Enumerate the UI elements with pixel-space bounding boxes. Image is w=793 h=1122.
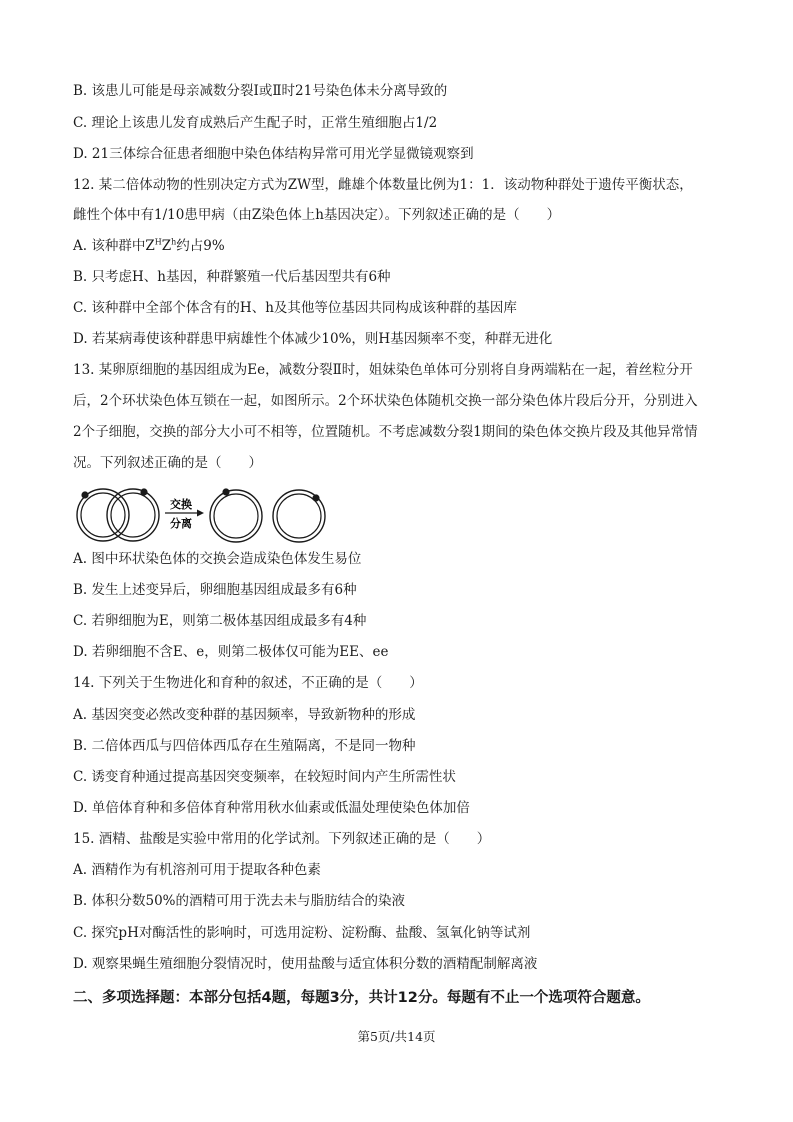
q15-option-c: C. 探究pH对酶活性的影响时，可选用淀粉、淀粉酶、盐酸、氢氧化钠等试剂 bbox=[73, 925, 531, 941]
q11-option-d: D. 21三体综合征患者细胞中染色体结构异常可用光学显微镜观察到 bbox=[73, 146, 474, 162]
q15-option-d: D. 观察果蝇生殖细胞分裂情况时，使用盐酸与适宜体积分数的酒精配制解离液 bbox=[73, 956, 538, 972]
figure-label-separate: 分离 bbox=[170, 517, 192, 530]
q14-option-a: A. 基因突变必然改变种群的基因频率，导致新物种的形成 bbox=[73, 707, 416, 723]
q14-option-b: B. 二倍体西瓜与四倍体西瓜存在生殖隔离，不是同一物种 bbox=[73, 738, 416, 754]
q12-option-a bbox=[73, 237, 225, 255]
q15-stem: 15. 酒精、盐酸是实验中常用的化学试剂。下列叙述正确的是（ ） bbox=[73, 831, 491, 847]
q12-option-a-sup2: h bbox=[171, 237, 177, 247]
q13-stem-line3: 2个子细胞，交换的部分大小可不相等，位置随机。不考虑减数分裂1期间的染色体交换片段及其他异常情 bbox=[73, 424, 698, 440]
q14-option-c: C. 诱变育种通过提高基因突变频率，在较短时间内产生所需性状 bbox=[73, 769, 456, 785]
q12-option-c: C. 该种群中全部个体含有的H、h及其他等位基因共同构成该种群的基因库 bbox=[73, 300, 517, 316]
ring-chromosome-figure bbox=[73, 480, 333, 550]
q13-option-a: A. 图中环状染色体的交换会造成染色体发生易位 bbox=[73, 551, 362, 567]
q12-stem-line1: 12. 某二倍体动物的性别决定方式为ZW型，雌雄个体数量比例为1：1．该动物种群处于遗传平衡状态， bbox=[73, 177, 693, 193]
q12-stem-line2: 雌性个体中有1/10患甲病（由Z染色体上h基因决定）。下列叙述正确的是（ ） bbox=[73, 207, 561, 223]
q13-stem-line1: 13. 某卵原细胞的基因组成为Ee，减数分裂Ⅱ时，姐妹染色单体可分别将自身两端粘在一起，着丝粒分开 bbox=[73, 362, 693, 378]
q12-option-a-prefix: A. 该种群中Z bbox=[73, 238, 155, 254]
centromere-dot-1 bbox=[81, 491, 88, 498]
arrow-head-icon bbox=[197, 510, 204, 517]
left-ring-inner bbox=[81, 493, 125, 537]
q12-option-d: D. 若某病毒使该种群患甲病雄性个体减少10%，则H基因频率不变，种群无进化 bbox=[73, 331, 553, 347]
q11-option-b: B. 该患儿可能是母亲减数分裂Ⅰ或Ⅱ时21号染色体未分离导致的 bbox=[73, 83, 448, 99]
q12-option-b: B. 只考虑H、h基因，种群繁殖一代后基因型共有6种 bbox=[73, 269, 391, 285]
centromere-dot-2 bbox=[140, 488, 147, 495]
q12-option-a-sup1: H bbox=[154, 237, 162, 247]
centromere-dot-4 bbox=[312, 494, 319, 501]
right-ring-outer bbox=[107, 489, 159, 541]
q13-stem-line2: 后，2个环状染色体互锁在一起，如图所示。2个环状染色体随机交换一部分染色体片段后分开，分别进入 bbox=[73, 393, 698, 409]
result-ring-1-inner bbox=[214, 494, 258, 538]
right-ring-inner bbox=[111, 493, 155, 537]
q14-stem: 14. 下列关于生物进化和育种的叙述，不正确的是（ ） bbox=[73, 675, 423, 691]
q11-option-c: C. 理论上该患儿发育成熟后产生配子时，正常生殖细胞占1/2 bbox=[73, 115, 438, 131]
q13-option-b: B. 发生上述变异后，卵细胞基因组成最多有6种 bbox=[73, 582, 357, 598]
centromere-dot-3 bbox=[222, 488, 229, 495]
q15-option-b: B. 体积分数50%的酒精可用于洗去未与脂肪结合的染液 bbox=[73, 893, 406, 909]
q13-option-c: C. 若卵细胞为E，则第二极体基因组成最多有4种 bbox=[73, 613, 367, 629]
q12-option-a-mid: Z bbox=[161, 238, 172, 254]
result-ring-1-outer bbox=[210, 490, 262, 542]
q14-option-d: D. 单倍体育种和多倍体育种常用秋水仙素或低温处理使染色体加倍 bbox=[73, 800, 470, 816]
page-footer: 第5页/共14页 bbox=[357, 1029, 436, 1044]
section-2-heading: 二、多项选择题：本部分包括4题，每题3分，共计12分。每题有不止一个选项符合题意。 bbox=[73, 990, 650, 1006]
q15-option-a: A. 酒精作为有机溶剂可用于提取各种色素 bbox=[73, 862, 321, 878]
q13-option-d: D. 若卵细胞不含E、e，则第二极体仅可能为EE、ee bbox=[73, 644, 389, 660]
figure-label-exchange: 交换 bbox=[170, 498, 192, 511]
q12-option-a-suffix: 约占9% bbox=[176, 238, 225, 254]
q13-stem-line4: 况。下列叙述正确的是（ ） bbox=[73, 455, 262, 471]
